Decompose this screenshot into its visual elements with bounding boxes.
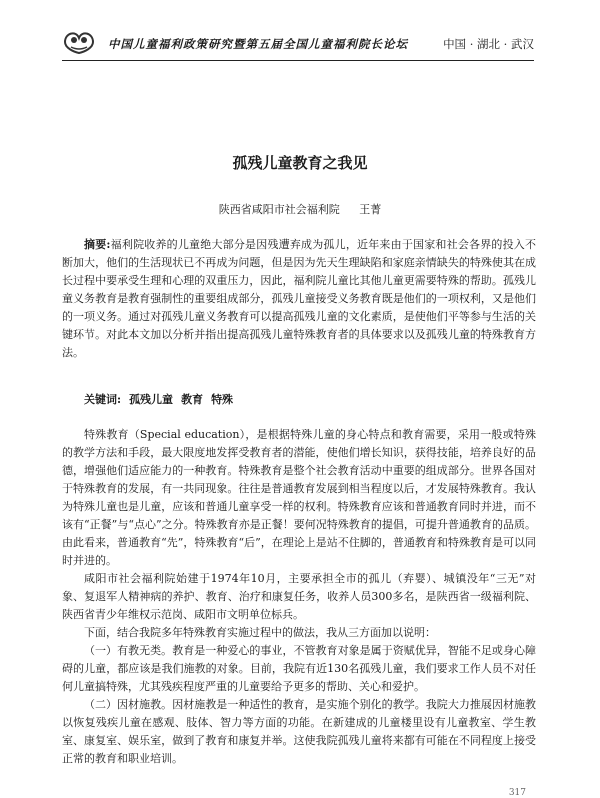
keywords xyxy=(62,391,536,409)
author-affiliation: 陕西省咸阳市社会福利院 xyxy=(218,203,340,216)
keywords-label: 关键词: xyxy=(84,393,122,406)
body-paragraph: 特殊教育（Special education），是根据特殊儿童的身心特点和教育需要，采用一般或特殊的教学方法和手段，最大限度地发挥受教育者的潜能，使他们增长知识，获得技能，培养良好的品德，增强他们适应能力的一种教育。特殊教育是整个社会教育活动中重要的组成部分。世界各国对于特殊教育的发展，有一共同现象。往往是普通教育发展到相当程度以后，才发展特殊教育。我认为特殊儿童也是儿童，应该和普通儿童享受一样的权利。特殊教育应该和普通教育同时并进，而不该有“正餐”与“点心”之分。特殊教育亦是正餐！要何况特殊教育的提倡，可提升普通教育的品质。由此看来，普通教育“先”，特殊教育“后”，在理论上是站不住脚的，普通教育和特殊教育是可以同时并进的。 xyxy=(62,428,536,567)
header-rule xyxy=(62,60,534,61)
keyword-item: 特殊 xyxy=(211,393,234,406)
abstract-label: 摘要: xyxy=(84,238,111,251)
conference-location: 中国 · 湖北 · 武汉 xyxy=(443,37,534,51)
body-paragraph: （一）有教无类。教育是一种爱心的事业，不管教育对象是属于资赋优异，智能不足或身心障碍的儿童，都应该是我们施教的对象。目前，我院有近130名孤残儿童，我们要求工作人员不对任何儿童搞特殊，尤其残疾程度严重的儿童要给予更多的帮助、关心和爱护。 xyxy=(62,644,536,693)
conference-title: 中国儿童福利政策研究暨第五届全国儿童福利院长论坛 xyxy=(108,37,408,51)
byline xyxy=(0,201,600,217)
keyword-item: 孤残儿童 xyxy=(129,393,174,406)
author-name: 王菁 xyxy=(359,203,382,216)
body-paragraph: 咸阳市社会福利院始建于1974年10月，主要承担全市的孤儿（弃婴）、城镇没年“三无”对象、复退军人精神病的养护、教育、治疗和康复任务，收养人员300多名，是陕西省一级福利院、陕西省青少年维权示范岗、咸阳市文明单位标兵。 xyxy=(62,572,536,621)
abstract-text: 福利院收养的儿童绝大部分是因残遭弃成为孤儿，近年来由于国家和社会各界的投入不断加大，他们的生活现状已不再成为问题，但是因为先天生理缺陷和家庭亲情缺失的特殊使其在成长过程中要承受生理和心理的双重压力，因此，福利院儿童比其他儿童更需要特殊的帮助。孤残儿童义务教育是教育强制性的重要组成部分，孤残儿童接受义务教育既是他们的一项权利，又是他们的一项义务。通过对孤残儿童义务教育可以提高孤残儿童的文化素质，是使他们平等参与生活的关键环节。对此本文加以分析并指出提高孤残儿童特殊教育者的具体要求以及孤残儿童的特殊教育方法。 xyxy=(62,238,537,359)
conference-logo-icon xyxy=(62,28,96,54)
article-title: 孤残儿童教育之我见 xyxy=(232,154,368,172)
page-number: 317 xyxy=(508,788,526,798)
keyword-item: 教育 xyxy=(181,393,204,406)
running-header xyxy=(62,22,534,62)
body-text xyxy=(62,426,536,768)
abstract xyxy=(62,236,536,362)
body-paragraph: （二）因材施教。因材施教是一种适性的教育，是实施个别化的教学。我院大力推展因材施教以恢复残疾儿童在感观、肢体、智力等方面的功能。在新建成的儿童楼里设有儿童教室、学生教室、康复室、娱乐室，做到了教育和康复并举。这使我院孤残儿童将来都有可能在不同程度上接受正常的教育和职业培训。 xyxy=(62,698,536,765)
body-paragraph: 下面，结合我院多年特殊教育实施过程中的做法，我从三方面加以说明： xyxy=(84,626,436,639)
